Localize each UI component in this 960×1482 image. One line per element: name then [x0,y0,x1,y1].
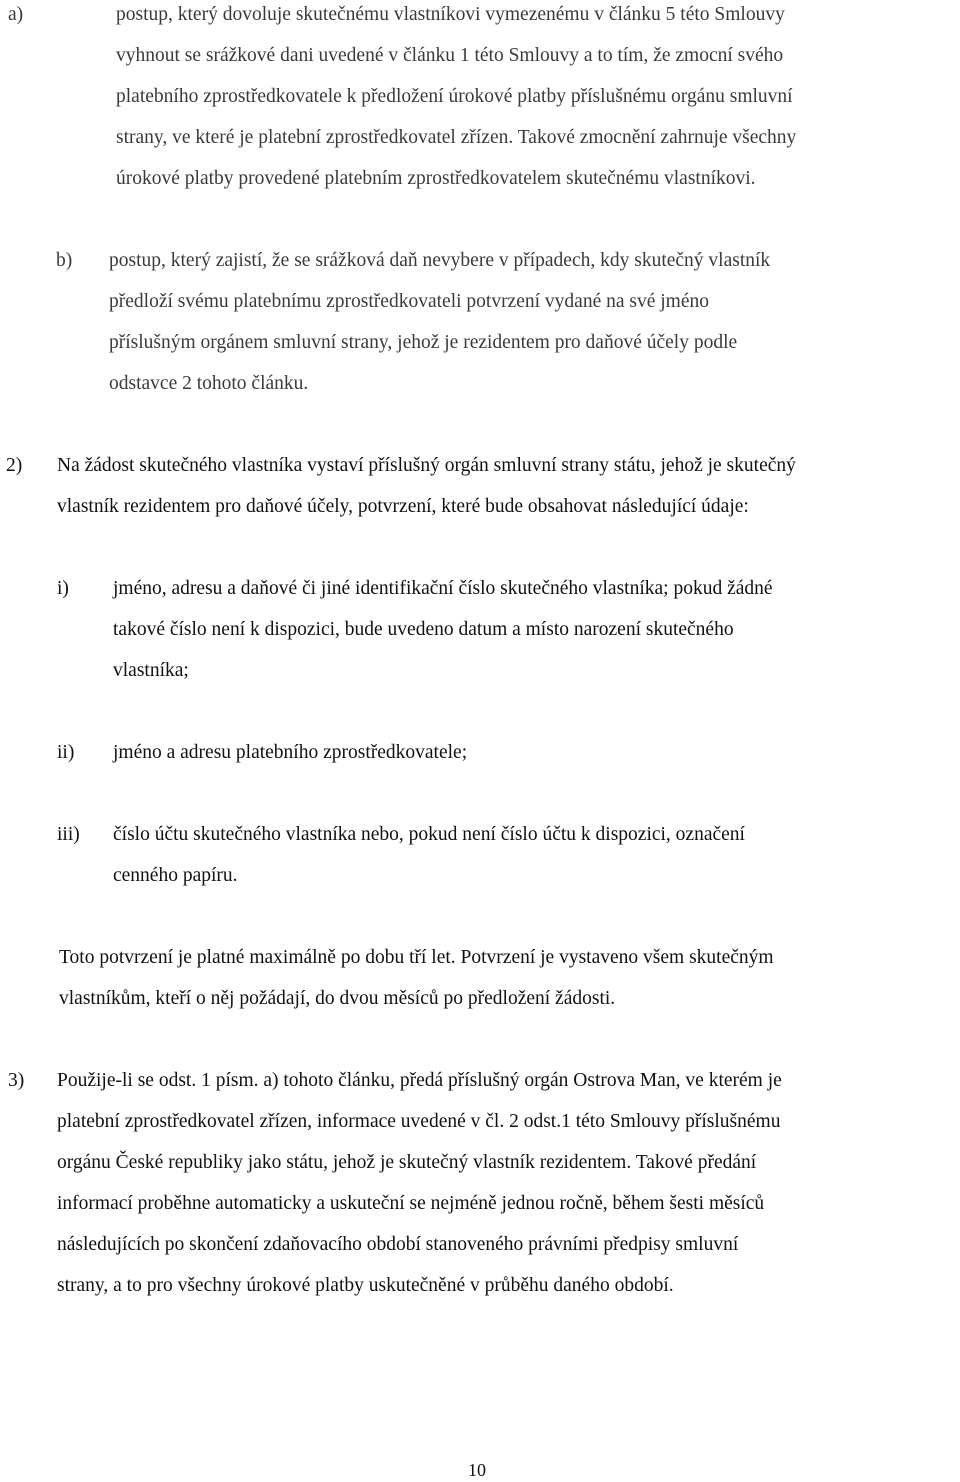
item-a-line: úrokové platby provedené platebním zprostředkovatelem skutečnému vlastníkovi. [116,168,756,189]
paragraph-3-line: strany, a to pro všechny úrokové platby uskutečněné v průběhu daného období. [57,1275,674,1296]
item-b-line: odstavce 2 tohoto článku. [109,373,309,394]
item-iii-marker: iii) [57,824,80,845]
paragraph-3-line: následujících po skončení zdaňovacího období stanoveného právními předpisy smluvní [57,1234,739,1255]
item-i-line: vlastníka; [113,660,189,681]
paragraph-3-line: Použije-li se odst. 1 písm. a) tohoto článku, předá příslušný orgán Ostrova Man, ve kterém je [57,1070,782,1091]
item-i-line: takové číslo není k dispozici, bude uvedeno datum a místo narození skutečného [113,619,734,640]
item-a-marker: a) [8,4,24,25]
validity-line: Toto potvrzení je platné maximálně po dobu tří let. Potvrzení je vystaveno všem skutečným [59,947,774,968]
page-number: 10 [468,1460,486,1480]
item-ii-marker: ii) [57,742,75,763]
item-b-line: postup, který zajistí, že se srážková daň nevybere v případech, kdy skutečný vlastník [109,250,771,271]
item-a-line: postup, který dovoluje skutečnému vlastníkovi vymezenému v článku 5 této Smlouvy [116,4,785,25]
paragraph-3-line: informací proběhne automaticky a uskuteční se nejméně jednou ročně, během šesti měsíců [57,1193,765,1214]
paragraph-2-line: Na žádost skutečného vlastníka vystaví příslušný orgán smluvní strany státu, jehož je skutečný [57,455,796,476]
item-b-marker: b) [56,250,73,271]
paragraph-3-line: orgánu České republiky jako státu, jehož je skutečný vlastník rezidentem. Takové předání [57,1152,757,1173]
paragraph-2-line: vlastník rezidentem pro daňové účely, potvrzení, které bude obsahovat následující údaje: [57,496,749,517]
item-a-line: platebního zprostředkovatele k předložení úrokové platby příslušnému orgánu smluvní [116,86,793,107]
item-b-line: předloží svému platebnímu zprostředkovateli potvrzení vydané na své jméno [109,291,709,312]
item-iii-line: cenného papíru. [113,865,238,886]
item-i-line: jméno, adresu a daňové či jiné identifikační číslo skutečného vlastníka; pokud žádné [113,578,773,599]
item-i-marker: i) [57,578,69,599]
paragraph-3-marker: 3) [8,1070,25,1091]
item-a-line: vyhnout se srážkové dani uvedené v článku 1 této Smlouvy a to tím, že zmocní svého [116,45,784,66]
paragraph-3-line: platební zprostředkovatel zřízen, informace uvedené v čl. 2 odst.1 této Smlouvy příslušnému [57,1111,781,1132]
paragraph-2-marker: 2) [6,455,23,476]
item-b-line: příslušným orgánem smluvní strany, jehož je rezidentem pro daňové účely podle [109,332,738,353]
validity-line: vlastníkům, kteří o něj požádají, do dvou měsíců po předložení žádosti. [59,988,616,1009]
item-ii-line: jméno a adresu platebního zprostředkovatele; [113,742,468,763]
item-iii-line: číslo účtu skutečného vlastníka nebo, pokud není číslo účtu k dispozici, označení [113,824,745,845]
item-a-line: strany, ve které je platební zprostředkovatel zřízen. Takové zmocnění zahrnuje všechny [116,127,797,148]
